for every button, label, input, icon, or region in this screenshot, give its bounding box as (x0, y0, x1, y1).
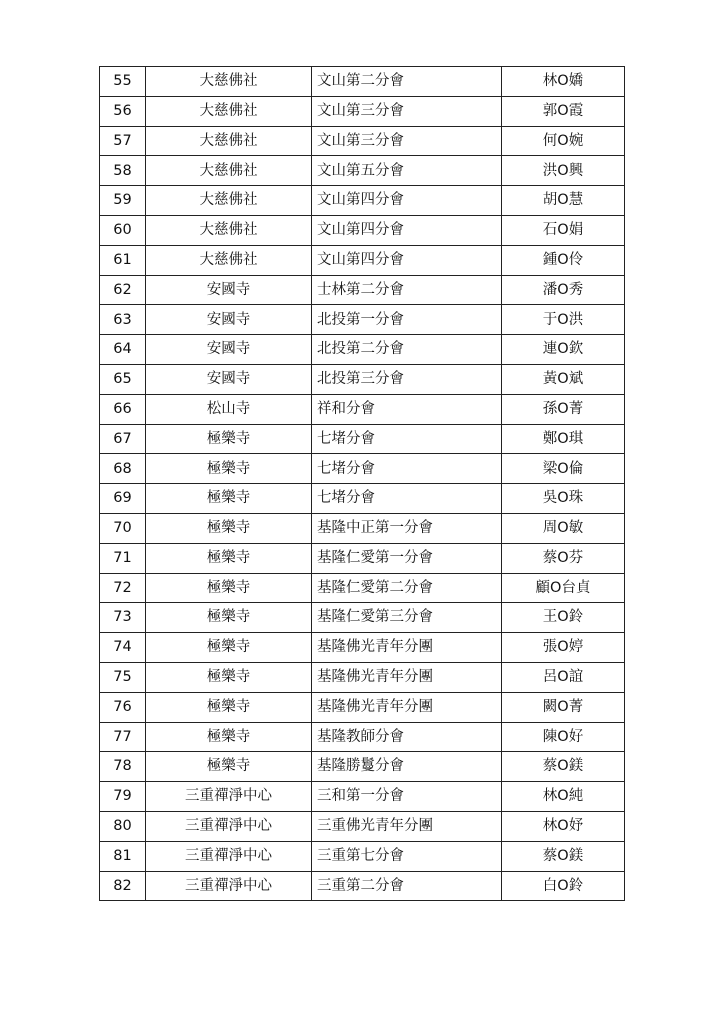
member-name: 連O欽 (502, 335, 625, 365)
temple-name: 極樂寺 (146, 603, 312, 633)
temple-name: 極樂寺 (146, 633, 312, 663)
table-row (100, 573, 625, 603)
branch-name: 基隆中正第一分會 (312, 513, 502, 543)
branch-name: 基隆仁愛第三分會 (312, 603, 502, 633)
branch-name: 文山第三分會 (312, 126, 502, 156)
table-row (100, 662, 625, 692)
branch-name: 三重第七分會 (312, 841, 502, 871)
member-name: 呂O誼 (502, 662, 625, 692)
member-name: 何O婉 (502, 126, 625, 156)
member-name: 顧O台貞 (502, 573, 625, 603)
branch-name: 文山第四分會 (312, 245, 502, 275)
temple-name: 極樂寺 (146, 513, 312, 543)
table-row (100, 782, 625, 812)
branch-name: 祥和分會 (312, 394, 502, 424)
table-row (100, 424, 625, 454)
table-row (100, 752, 625, 782)
row-number: 63 (100, 305, 146, 335)
row-number: 56 (100, 96, 146, 126)
table-row (100, 603, 625, 633)
table-row (100, 96, 625, 126)
table-row (100, 126, 625, 156)
temple-name: 三重禪淨中心 (146, 782, 312, 812)
branch-name: 文山第二分會 (312, 67, 502, 97)
table-row (100, 335, 625, 365)
member-name: 蔡O鎂 (502, 841, 625, 871)
member-name: 梁O倫 (502, 454, 625, 484)
temple-name: 安國寺 (146, 305, 312, 335)
branch-name: 三重佛光青年分團 (312, 811, 502, 841)
branch-name: 基隆勝鬘分會 (312, 752, 502, 782)
row-number: 57 (100, 126, 146, 156)
branch-name: 三和第一分會 (312, 782, 502, 812)
temple-name: 安國寺 (146, 275, 312, 305)
temple-name: 松山寺 (146, 394, 312, 424)
table-row (100, 484, 625, 514)
row-number: 71 (100, 543, 146, 573)
row-number: 55 (100, 67, 146, 97)
row-number: 79 (100, 782, 146, 812)
member-name: 蔡O芬 (502, 543, 625, 573)
temple-name: 三重禪淨中心 (146, 871, 312, 901)
temple-name: 極樂寺 (146, 752, 312, 782)
table-row (100, 305, 625, 335)
temple-name: 極樂寺 (146, 722, 312, 752)
row-number: 77 (100, 722, 146, 752)
member-name: 林O嬌 (502, 67, 625, 97)
table-row (100, 275, 625, 305)
row-number: 62 (100, 275, 146, 305)
table-row (100, 215, 625, 245)
temple-name: 極樂寺 (146, 573, 312, 603)
temple-name: 極樂寺 (146, 662, 312, 692)
temple-name: 三重禪淨中心 (146, 811, 312, 841)
row-number: 64 (100, 335, 146, 365)
temple-name: 極樂寺 (146, 484, 312, 514)
row-number: 65 (100, 364, 146, 394)
temple-name: 極樂寺 (146, 543, 312, 573)
branch-name: 七堵分會 (312, 484, 502, 514)
member-name: 黃O斌 (502, 364, 625, 394)
row-number: 70 (100, 513, 146, 543)
branch-name: 基隆佛光青年分團 (312, 633, 502, 663)
row-number: 80 (100, 811, 146, 841)
row-number: 61 (100, 245, 146, 275)
row-number: 74 (100, 633, 146, 663)
table-row (100, 633, 625, 663)
branch-name: 北投第一分會 (312, 305, 502, 335)
member-name: 洪O興 (502, 156, 625, 186)
row-number: 69 (100, 484, 146, 514)
roster-body (100, 67, 625, 901)
temple-name: 大慈佛社 (146, 126, 312, 156)
table-row (100, 454, 625, 484)
temple-name: 大慈佛社 (146, 156, 312, 186)
row-number: 72 (100, 573, 146, 603)
temple-name: 安國寺 (146, 335, 312, 365)
temple-name: 大慈佛社 (146, 186, 312, 216)
branch-name: 三重第二分會 (312, 871, 502, 901)
member-name: 陳O好 (502, 722, 625, 752)
table-row (100, 156, 625, 186)
row-number: 78 (100, 752, 146, 782)
table-row (100, 543, 625, 573)
member-name: 周O敏 (502, 513, 625, 543)
member-name: 胡O慧 (502, 186, 625, 216)
member-name: 郭O霞 (502, 96, 625, 126)
temple-name: 大慈佛社 (146, 215, 312, 245)
member-name: 林O純 (502, 782, 625, 812)
member-name: 石O娟 (502, 215, 625, 245)
temple-name: 三重禪淨中心 (146, 841, 312, 871)
temple-name: 大慈佛社 (146, 245, 312, 275)
branch-name: 基隆佛光青年分團 (312, 692, 502, 722)
member-name: 吳O珠 (502, 484, 625, 514)
temple-name: 極樂寺 (146, 454, 312, 484)
temple-name: 安國寺 (146, 364, 312, 394)
row-number: 59 (100, 186, 146, 216)
member-name: 潘O秀 (502, 275, 625, 305)
branch-name: 基隆仁愛第二分會 (312, 573, 502, 603)
member-name: 蔡O鎂 (502, 752, 625, 782)
table-row (100, 364, 625, 394)
branch-name: 基隆教師分會 (312, 722, 502, 752)
table-row (100, 513, 625, 543)
branch-name: 七堵分會 (312, 454, 502, 484)
row-number: 66 (100, 394, 146, 424)
table-row (100, 811, 625, 841)
branch-name: 士林第二分會 (312, 275, 502, 305)
member-name: 張O婷 (502, 633, 625, 663)
member-name: 孫O菁 (502, 394, 625, 424)
roster-table (99, 66, 625, 901)
member-name: 王O鈴 (502, 603, 625, 633)
row-number: 68 (100, 454, 146, 484)
row-number: 82 (100, 871, 146, 901)
row-number: 60 (100, 215, 146, 245)
table-row (100, 722, 625, 752)
branch-name: 文山第三分會 (312, 96, 502, 126)
table-row (100, 186, 625, 216)
branch-name: 北投第三分會 (312, 364, 502, 394)
temple-name: 極樂寺 (146, 424, 312, 454)
row-number: 75 (100, 662, 146, 692)
table-row (100, 871, 625, 901)
branch-name: 文山第五分會 (312, 156, 502, 186)
branch-name: 基隆佛光青年分團 (312, 662, 502, 692)
row-number: 81 (100, 841, 146, 871)
temple-name: 大慈佛社 (146, 67, 312, 97)
branch-name: 七堵分會 (312, 424, 502, 454)
member-name: 林O妤 (502, 811, 625, 841)
table-row (100, 245, 625, 275)
temple-name: 極樂寺 (146, 692, 312, 722)
member-name: 闕O菁 (502, 692, 625, 722)
branch-name: 北投第二分會 (312, 335, 502, 365)
row-number: 73 (100, 603, 146, 633)
member-name: 鍾O伶 (502, 245, 625, 275)
row-number: 58 (100, 156, 146, 186)
branch-name: 文山第四分會 (312, 186, 502, 216)
table-row (100, 67, 625, 97)
table-row (100, 692, 625, 722)
temple-name: 大慈佛社 (146, 96, 312, 126)
member-name: 白O鈴 (502, 871, 625, 901)
branch-name: 基隆仁愛第一分會 (312, 543, 502, 573)
member-name: 鄭O琪 (502, 424, 625, 454)
row-number: 67 (100, 424, 146, 454)
member-name: 于O洪 (502, 305, 625, 335)
row-number: 76 (100, 692, 146, 722)
table-row (100, 841, 625, 871)
branch-name: 文山第四分會 (312, 215, 502, 245)
table-row (100, 394, 625, 424)
